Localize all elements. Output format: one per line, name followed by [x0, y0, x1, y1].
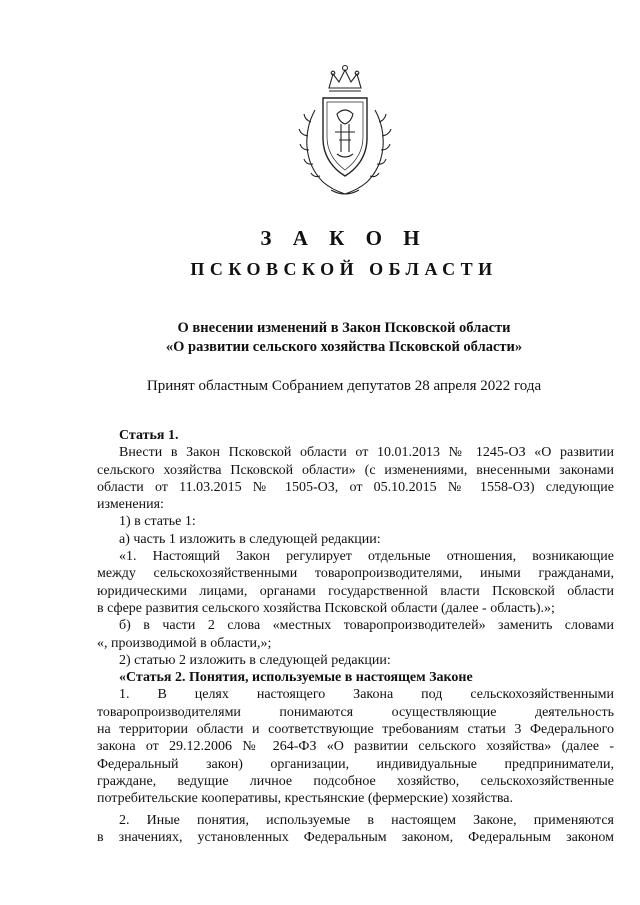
quote-line: юридическими лицами, органами государственной власти Псковской области	[97, 583, 614, 599]
quote-line: «1. Настоящий Закон регулирует отдельные отношения, возникающие	[119, 549, 614, 565]
article-2-heading: «Статья 2. Понятия, используемые в настоящем Законе	[119, 670, 473, 686]
adoption-note: Принят областным Собранием депутатов 28 апреля 2022 года	[146, 378, 542, 394]
quote-line: между сельскохозяйственными товаропроизводителями, иными гражданами,	[97, 566, 614, 582]
document-region: ПСКОВСКОЙ ОБЛАСТИ	[190, 259, 498, 279]
text-line: сельского хозяйства Псковской области» (с изменениями, внесенными законами	[97, 462, 614, 478]
text-line: Внести в Закон Псковской области от 10.01.2013 № 1245-ОЗ «О развитии	[119, 445, 614, 461]
text-line: Федеральный закон) организации, индивидуальные предприниматели,	[97, 756, 614, 772]
list-item: а) часть 1 изложить в следующей редакции:	[119, 531, 381, 547]
text-line: товаропроизводителями понимаются осуществляющие деятельность	[97, 704, 614, 720]
text-line: граждане, ведущие личное подсобное хозяйство, сельскохозяйственные	[97, 773, 614, 789]
coat-of-arms-icon	[293, 62, 397, 200]
text-line: 1. В целях настоящего Закона под сельскохозяйственными	[119, 687, 614, 703]
list-item: «, производимой в области,»;	[97, 635, 272, 651]
text-line: закона от 29.12.2006 № 264-ФЗ «О развитии сельского хозяйства» (далее -	[97, 739, 614, 755]
document-title: З А К О Н	[260, 226, 428, 250]
text-line: в значениях, установленных Федеральным законом, Федеральным законом	[97, 829, 614, 845]
list-item: 1) в статье 1:	[119, 514, 196, 530]
document-body	[97, 427, 614, 846]
list-item: б) в части 2 слова «местных товаропроизводителей» заменить словами	[119, 618, 614, 634]
text-line: изменения:	[97, 497, 164, 513]
text-line: области от 11.03.2015 № 1505-ОЗ, от 05.10.2015 № 1558-ОЗ) следующие	[97, 479, 614, 495]
quote-line: в сфере развития сельского хозяйства Псковской области (далее - область).»;	[97, 600, 555, 616]
document-subtitle	[0, 319, 640, 357]
list-item: 2) статью 2 изложить в следующей редакции:	[119, 652, 391, 668]
text-line: потребительские кооперативы, крестьянские (фермерские) хозяйства.	[97, 791, 513, 807]
subtitle-line-2: «О развитии сельского хозяйства Псковской области»	[165, 339, 523, 355]
text-line: на территории области и соответствующие требованиям статьи 3 Федерального	[97, 722, 614, 738]
text-line: 2. Иные понятия, используемые в настоящем Законе, применяются	[119, 812, 614, 828]
article-1-heading: Статья 1.	[119, 428, 179, 443]
subtitle-line-1: О внесении изменений в Закон Псковской области	[177, 320, 511, 336]
